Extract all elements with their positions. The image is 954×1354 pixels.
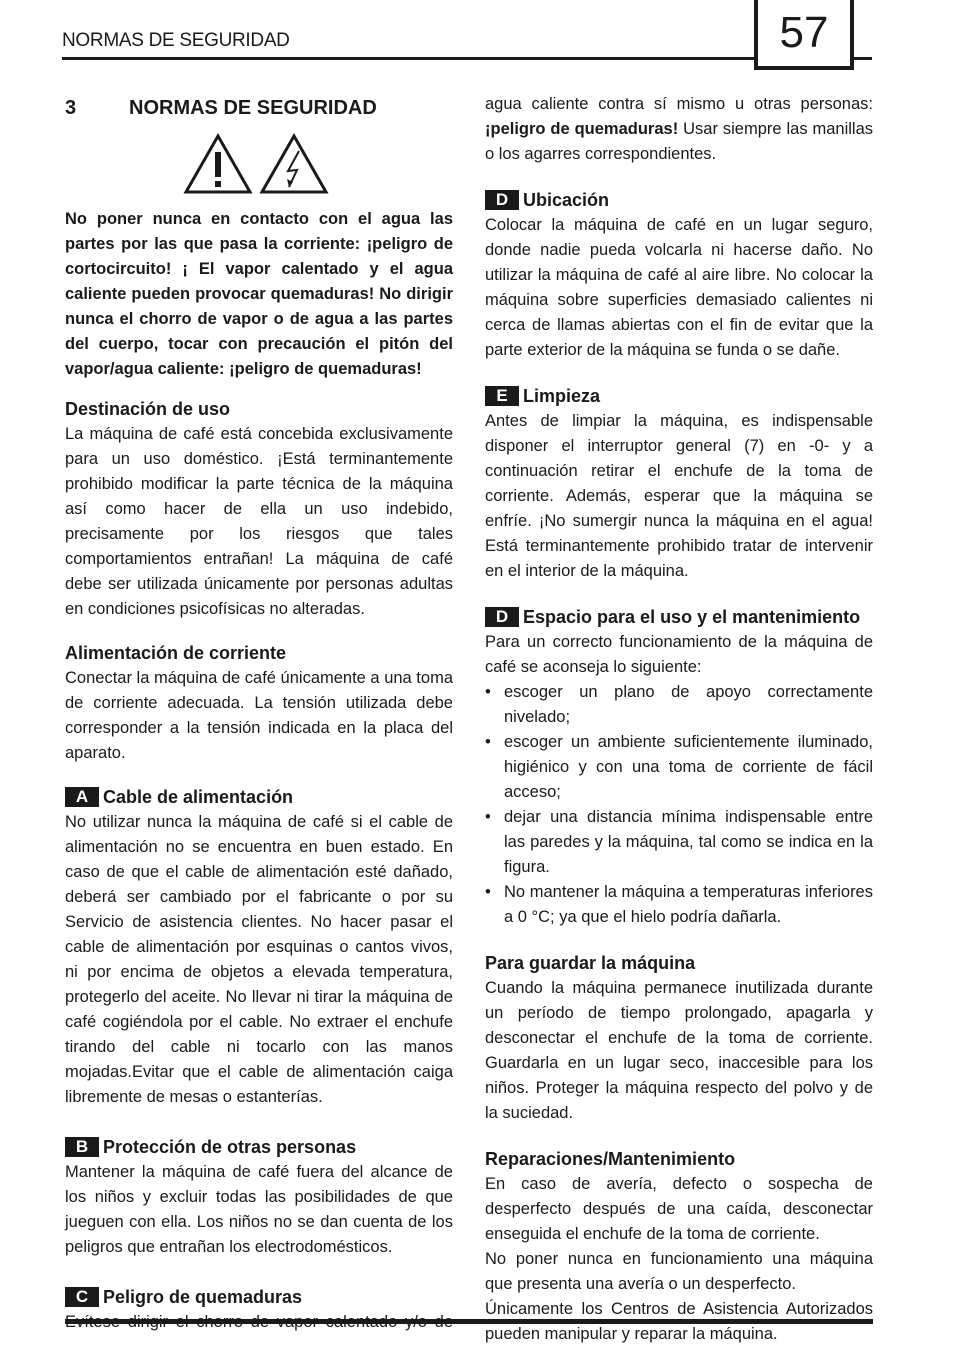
cable-badge: A (65, 787, 99, 807)
ubicacion-heading (485, 187, 873, 213)
guardar-text: Cuando la máquina permanece inutilizada durante un período de tiempo prolongado, apagarla y desconectar el enchufe de la toma de corriente. Guardarla en un lugar seco, inaccesible para los niños. Proteger la máquina respecto del polvo y de la suciedad. (485, 979, 873, 1122)
alimentacion-title: Alimentación de corriente (65, 643, 287, 663)
footer-rule (65, 1319, 873, 1324)
proteccion-text: Mantener la máquina de café fuera del alcance de los niños y excluir todas las posibilidades de que jueguen con ella. Los niños no se dan cuenta de los peligros que entrañan los electrodomésticos. (65, 1163, 453, 1256)
list-item: • No mantener la máquina a temperaturas inferiores a 0 °C; ya que el hielo podría dañarla. (485, 880, 873, 930)
espacio-intro: Para un correcto funcionamiento de la máquina de café se aconseja lo siguiente: (485, 633, 873, 676)
quemaduras-text-right-1: agua caliente contra sí mismo u otras personas: (485, 95, 873, 113)
section-title: NORMAS DE SEGURIDAD (129, 97, 377, 119)
espacio-badge: D (485, 607, 519, 627)
espacio-list (485, 680, 873, 930)
reparaciones-text-1: En caso de avería, defecto o sospecha de desperfecto después de una caída, desconectar enseguida el enchufe de la toma de corriente. (485, 1175, 873, 1243)
destinacion-text: La máquina de café está concebida exclusivamente para un uso doméstico. ¡Está terminantemente prohibido modificar la parte técnica de la máquina así como hacer de ella un uso indebido, precisamente por los riesgos que tales comportamientos entrañan! La máquina de café debe ser utilizada únicamente por personas adultas en condiciones psicofísicas no alteradas. (65, 425, 453, 618)
warning-icons (65, 133, 453, 195)
destinacion-title: Destinación de uso (65, 399, 231, 419)
cable-heading (65, 784, 453, 810)
cable-text: No utilizar nunca la máquina de café si el cable de alimentación no se encuentra en buen estado. En caso de que el cable de alimentación esté dañado, deberá ser cambiado por el fabricante o por su Servicio de asistencia clientes. No hacer pasar el cable de alimentación por esquinas o cantos vivos, ni por encima de objetos a elevada temperatura, protegerlo del aceite. No llevar ni tirar la máquina de café cogiéndola por el cable. No extraer el enchufe tirando del cable ni tocarlo con las manos mojadas.Evitar que el cable de alimentación caiga libremente de mesas o estanterías. (65, 813, 453, 1106)
quemaduras-text-right-2: Usar siempre las manillas o los agarres correspondientes. (485, 120, 874, 163)
list-item: • escoger un plano de apoyo correctamente nivelado; (485, 680, 873, 730)
ubicacion-text: Colocar la máquina de café en un lugar seguro, donde nadie pueda volcarla ni hacerse daño. No utilizar la máquina de café al aire libre. No colocar la máquina sobre superficies demasiado calientes ni cerca de llamas abiertas con el fin de evitar que la parte exterior de la máquina se funda o se dañe. (485, 216, 873, 359)
quemaduras-title: Peligro de quemaduras (103, 1287, 303, 1307)
proteccion-heading (65, 1134, 453, 1160)
limpieza-title: Limpieza (523, 386, 601, 406)
quemaduras-badge: C (65, 1287, 99, 1307)
proteccion-badge: B (65, 1137, 99, 1157)
page-number: 57 (779, 8, 829, 57)
page-number-box (754, 0, 854, 70)
list-item: • dejar una distancia mínima indispensable entre las paredes y la máquina, tal como se indica en la figura. (485, 805, 873, 880)
reparaciones-text-2: No poner nunca en funcionamiento una máquina que presenta una avería o un desperfecto. (485, 1250, 873, 1293)
header-title: NORMAS DE SEGURIDAD (62, 30, 290, 51)
safety-warning: No poner nunca en contacto con el agua las partes por las que pasa la corriente: ¡peligro de cortocircuito! ¡ El vapor calentado y el agua caliente pueden provocar quemaduras! No dirigir nunca el chorro de vapor o de agua a las partes del cuerpo, tocar con precaución el pitón del vapor/agua caliente: ¡peligro de quemaduras! (65, 210, 453, 378)
ubicacion-title: Ubicación (523, 190, 610, 210)
electric-shock-warning-icon (259, 133, 329, 195)
proteccion-title: Protección de otras personas (103, 1137, 357, 1157)
list-item: • escoger un ambiente suficientemente iluminado, higiénico y con una toma de corriente de fácil acceso; (485, 730, 873, 805)
section-heading (65, 96, 453, 121)
espacio-heading (485, 604, 873, 630)
right-column (485, 92, 873, 1347)
cable-title: Cable de alimentación (103, 787, 294, 807)
limpieza-text: Antes de limpiar la máquina, es indispensable disponer el interruptor general (7) en -0- y a continuación retirar el enchufe de la toma de corriente. Además, esperar que la máquina se enfríe. ¡No sumergir nunca la máquina en el agua! Está terminantemente prohibido tratar de intervenir en el interior de la máquina. (485, 412, 873, 580)
section-number: 3 (65, 97, 77, 119)
limpieza-badge: E (485, 386, 519, 406)
quemaduras-text-right (485, 92, 873, 167)
quemaduras-text-right-bold: ¡peligro de quemaduras! (485, 120, 679, 138)
limpieza-heading (485, 383, 873, 409)
reparaciones-text-3: Únicamente los Centros de Asistencia Autorizados pueden manipular y reparar la máquina. (485, 1300, 873, 1343)
guardar-title: Para guardar la máquina (485, 953, 696, 973)
espacio-title: Espacio para el uso y el mantenimiento (523, 607, 861, 627)
general-warning-icon (183, 133, 253, 195)
quemaduras-heading (65, 1284, 453, 1310)
header-rule (62, 57, 872, 60)
alimentacion-text: Conectar la máquina de café únicamente a una toma de corriente adecuada. La tensión utilizada debe corresponder a la tensión indicada en la placa del aparato. (65, 669, 453, 762)
left-column (65, 90, 453, 1335)
reparaciones-title: Reparaciones/Mantenimiento (485, 1149, 736, 1169)
ubicacion-badge: D (485, 190, 519, 210)
